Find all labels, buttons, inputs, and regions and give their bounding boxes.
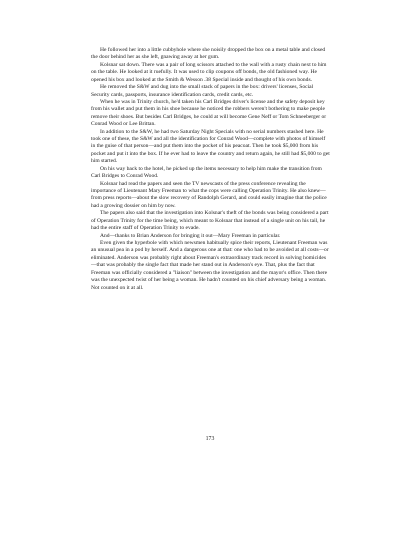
paragraph: He removed the S&W and dug into the small stack of papers in the box: drivers' licenses, Social Security cards, passports, insurance identification cards, credit cards, etc. bbox=[91, 84, 314, 98]
page-number: 173 bbox=[205, 436, 215, 442]
paragraph: In addition to the S&W, he had two Saturday Night Specials with no serial numbers stashed here. He took one of these, the S&W and all the identification for Conrad Wood—complete with photos of himself in the guise of that person—and put them into the pocket of his peacoat. Then he took $5,000 from his pocket and put it into the box. If he ever had to leave the country and return again, he still had $5,000 to get him started. bbox=[91, 128, 330, 165]
paragraph: When he was in Trinity church, he'd taken his Carl Bridges driver's license and the safety deposit key from his wallet and put them in his shoe because he noticed the robbers weren't bothering to make people remove their shoes. But besides Carl Bridges, he could at will become Gene Neff or Tom Schneeberger or Conrad Wood or Lee Brittan. bbox=[91, 98, 327, 128]
paragraph: Kolsnar had read the papers and seen the TV newscasts of the press conference revealing the importance of Lieutenant Mary Freeman to what the cops were calling Operation Trinity. He also knew—from press reports—about the slow recovery of Randolph Gerard, and could easily imagine that the police had a growing dossier on him by now. bbox=[91, 180, 327, 209]
body-text bbox=[91, 47, 330, 292]
paragraph: The papers also said that the investigation into Kolsnar's theft of the bonds was being considered a part of Operation Trinity for the time being, which meant to Kolsnar that instead of a single unit on his tail, he had the entire staff of Operation Trinity to evade. bbox=[91, 210, 329, 232]
paragraph: He followed her into a little cubbyhole where she noisily dropped the box on a metal table and closed the door behind her as she left, gnawing away at her gum. bbox=[91, 47, 326, 61]
paragraph: Kolsnar sat down. There was a pair of long scissors attached to the wall with a rusty chain next to him on the table. He looked at it ruefully. It was used to clip coupons off bonds, the old fashioned way. He opened his box and looked at the Smith & Wesson .38 Special inside and thought of his own bonds. bbox=[91, 61, 327, 83]
paragraph: And—thanks to Brian Anderson for bringing it out—Mary Freeman in particular. bbox=[100, 232, 281, 239]
paragraph: On his way back to the hotel, he picked up the items necessary to help him make the transition from Carl Bridges to Conrad Wood. bbox=[91, 165, 322, 180]
paragraph: Even given the hyperbole with which newsmen habitually spice their reports, Lieutenant Freeman was an unusual pea in a pod by herself. And a dangerous one at that: one who had to be avoided at all costs—or eliminated. Anderson was probably right about Freeman's extraordinary track record in solving homicides—that was probably the single fact that made her stand out in Anderson's eye. That, plus the fact that Freeman was officially considered a "liaison" between the investigation and the mayor's office. Then there was the unexpected twist of her being a woman. He hadn't counted on his chief adversary being a woman. Not counted on it at all. bbox=[91, 239, 329, 291]
